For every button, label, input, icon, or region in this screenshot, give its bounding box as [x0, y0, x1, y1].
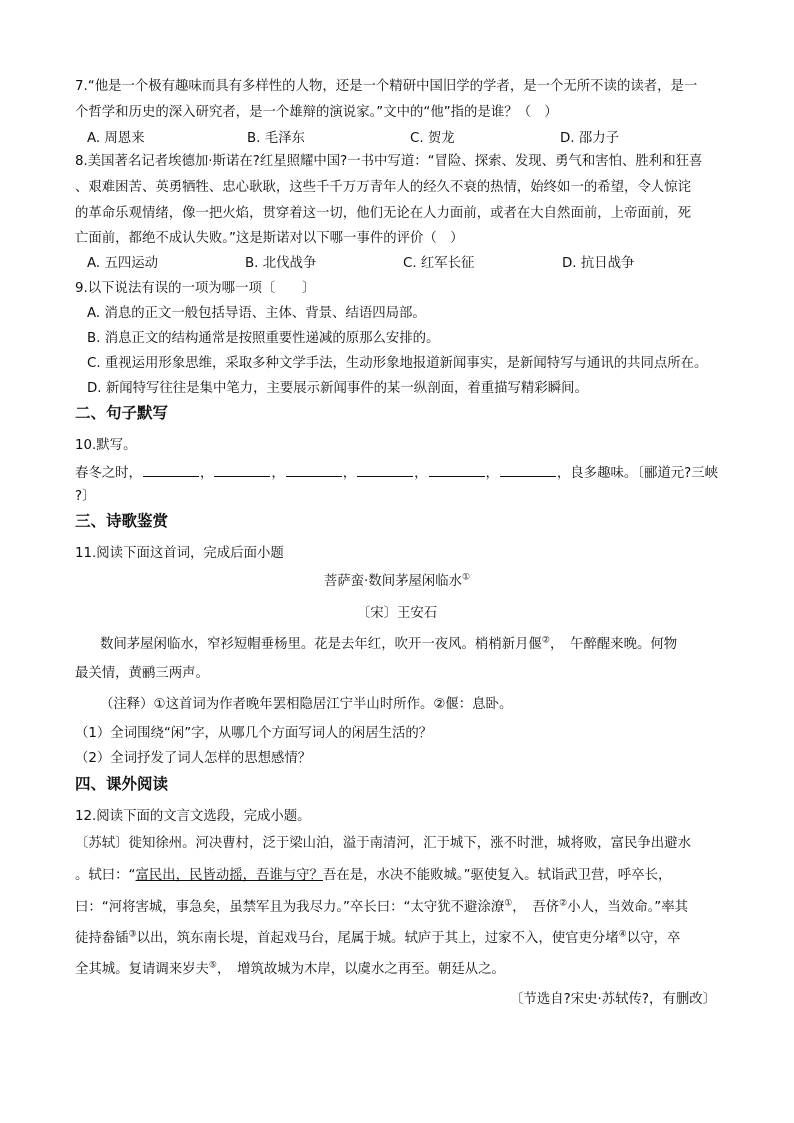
- poem-title-line: [0, 572, 794, 592]
- poem-author: 〔宋〕王安石: [356, 606, 438, 621]
- section-heading-4: 四、课外阅读: [75, 775, 169, 793]
- q10-start-text: 春冬之时，: [75, 466, 142, 481]
- q12-passage-line2: [75, 866, 671, 886]
- q8-stem-line4: 亡面前，都绝不成认失败。”这是斯诺对以下哪一事件的评价（ ）: [75, 231, 464, 246]
- q8-option-c: C. 红军长征: [403, 256, 475, 271]
- q7-option-b: B. 毛泽东: [247, 131, 305, 146]
- q10-blank-1[interactable]: [143, 462, 199, 477]
- q12-note-2: ②: [559, 898, 568, 909]
- q12-l3a: 曰：“河将害城，事急矣，虽禁军且为我尽力。”卒长曰：“太守犹不避涂潦: [75, 900, 505, 915]
- q10-recitation-line: [75, 462, 718, 484]
- q10-sep: ，: [271, 466, 285, 481]
- q12-source: 〔节选自?宋史·苏轼传?，有删改〕: [510, 992, 716, 1007]
- q9-option-c: C. 重视运用形象思维，采取多种文学手法，生动形象地报道新闻事实，是新闻特写与通讯的共同点所在。: [87, 356, 708, 371]
- section-heading-3: 三、诗歌鉴赏: [75, 512, 169, 530]
- q10-sep: ，: [485, 466, 499, 481]
- q7-option-a: A. 周恩来: [87, 131, 145, 146]
- q10-sep: ，: [414, 466, 428, 481]
- q11-subquestion-1: （1）全词围绕“闲”字，从哪几个方面写词人的闲居生活的？: [75, 726, 433, 741]
- q7-option-d: D. 邵力子: [560, 131, 619, 146]
- q12-stem: 12.阅读下面的文言文选段，完成小题。: [75, 809, 311, 824]
- poem-line-1b: ， 午醉醒来晚。何物: [549, 637, 678, 652]
- q9-stem: 9.以下说法有误的一项为哪一项〔 〕: [75, 281, 316, 296]
- q8-stem-line1: 8.美国著名记者埃德加·斯诺在?红星照耀中国?一书中写道：“冒险、探索、发现、勇气和害怕、胜利和狂喜: [75, 154, 703, 169]
- q12-l2b: 吾在是，水决不能败城。”驱使复入。轼诣武卫营，呼卒长，: [322, 868, 672, 883]
- q12-passage-line1: 〔苏轼〕徙知徐州。河决曹村，泛于梁山泊，溢于南清河，汇于城下，涨不时泄，城将败，富民争出避水: [75, 836, 691, 851]
- q12-note-1: ①: [504, 898, 513, 909]
- q9-option-a: A. 消息的正文一般包括导语、主体、背景、结语四局部。: [87, 306, 426, 321]
- q10-end-text: ，良多趣味。〔郦道元?三峡: [556, 466, 719, 481]
- poem-note-2: ②: [541, 635, 550, 646]
- q10-blank-5[interactable]: [429, 462, 485, 477]
- q12-underlined-sentence: 富民出，民皆动摇，吾谁与守？: [135, 868, 323, 883]
- q10-sep: ，: [342, 466, 357, 481]
- q12-l5b: ， 增筑故城为木岸，以虞水之再至。朝廷从之。: [216, 962, 505, 977]
- q12-l2a: 。轼曰：“: [75, 868, 136, 883]
- q12-l4a: 徒持畚锸: [75, 931, 129, 946]
- poem-annotation: （注释）①这首词为作者晚年罢相隐居江宁半山时所作。②偃：息卧。: [100, 697, 513, 712]
- q12-l4c: 以守，卒: [626, 931, 681, 946]
- q12-l5a: 全其城。复请调来岁夫: [75, 962, 209, 977]
- q12-l3b: ， 吾侪: [512, 900, 560, 915]
- q10-blank-2[interactable]: [214, 462, 270, 477]
- poem-line-2: 最关情，黄鹂三两声。: [75, 666, 209, 681]
- section-heading-2: 二、句子默写: [75, 404, 169, 422]
- q12-l4b: 以出，筑东南长堤，首起戏马台，尾属于城。轼庐于其上，过家不入，使官吏分堵: [136, 931, 619, 946]
- q10-blank-3[interactable]: [286, 462, 342, 477]
- q9-option-d: D. 新闻特写往往是集中笔力，主要展示新闻事件的某一纵剖面，着重描写精彩瞬间。: [87, 381, 588, 396]
- q11-stem: 11.阅读下面这首词，完成后面小题: [75, 546, 284, 561]
- q12-note-4: ④: [618, 929, 627, 940]
- poem-line-1a: 数间茅屋闲临水，窄衫短帽垂杨里。花是去年红，吹开一夜风。梢梢新月偃: [100, 637, 542, 652]
- q8-option-d: D. 抗日战争: [562, 256, 635, 271]
- q10-blank-6[interactable]: [500, 462, 556, 477]
- q8-stem-line2: 、艰难困苦、英勇牺牲、忠心耿耿，这些千千万万青年人的经久不衰的热情，始终如一的希望，令人惊诧: [75, 180, 691, 195]
- q7-stem-line1: 7.“他是一个极有趣味而具有多样性的人物，还是一个精研中国旧学的学者，是一个无所不读的读者，是一: [75, 79, 698, 94]
- q12-passage-line3: [75, 898, 688, 918]
- poem-line-1: [100, 635, 677, 655]
- q10-tail: ?〕: [75, 489, 96, 504]
- q12-l3c: 小人，当效命。”率其: [567, 900, 689, 915]
- q8-option-b: B. 北伐战争: [245, 256, 317, 271]
- q12-passage-line5: [75, 960, 505, 980]
- q8-stem-line3: 的革命乐观情绪，像一把火焰，贯穿着这一切，他们无论在人力面前，或者在大自然面前，上帝面前，死: [75, 206, 691, 221]
- q10-stem: 10.默写。: [75, 438, 137, 453]
- q7-stem-line2: 个哲学和历史的深入研究者，是一个雄辩的演说家。”文中的“他”指的是谁？（ ）: [75, 105, 558, 120]
- q7-option-c: C. 贺龙: [410, 131, 455, 146]
- q12-note-5: ⑤: [208, 960, 217, 971]
- q12-note-3: ③: [128, 929, 137, 940]
- q10-blank-4[interactable]: [357, 462, 413, 477]
- q8-option-a: A. 五四运动: [87, 256, 158, 271]
- poem-title-note: ①: [462, 572, 471, 583]
- q9-option-b: B. 消息正文的结构通常是按照重要性递减的原那么安排的。: [87, 331, 440, 346]
- poem-title: 菩萨蛮·数间茅屋闲临水: [323, 574, 463, 589]
- q10-sep: ，: [199, 466, 214, 481]
- q11-subquestion-2: （2）全词抒发了词人怎样的思想感情？: [75, 751, 312, 766]
- q12-passage-line4: [75, 929, 680, 949]
